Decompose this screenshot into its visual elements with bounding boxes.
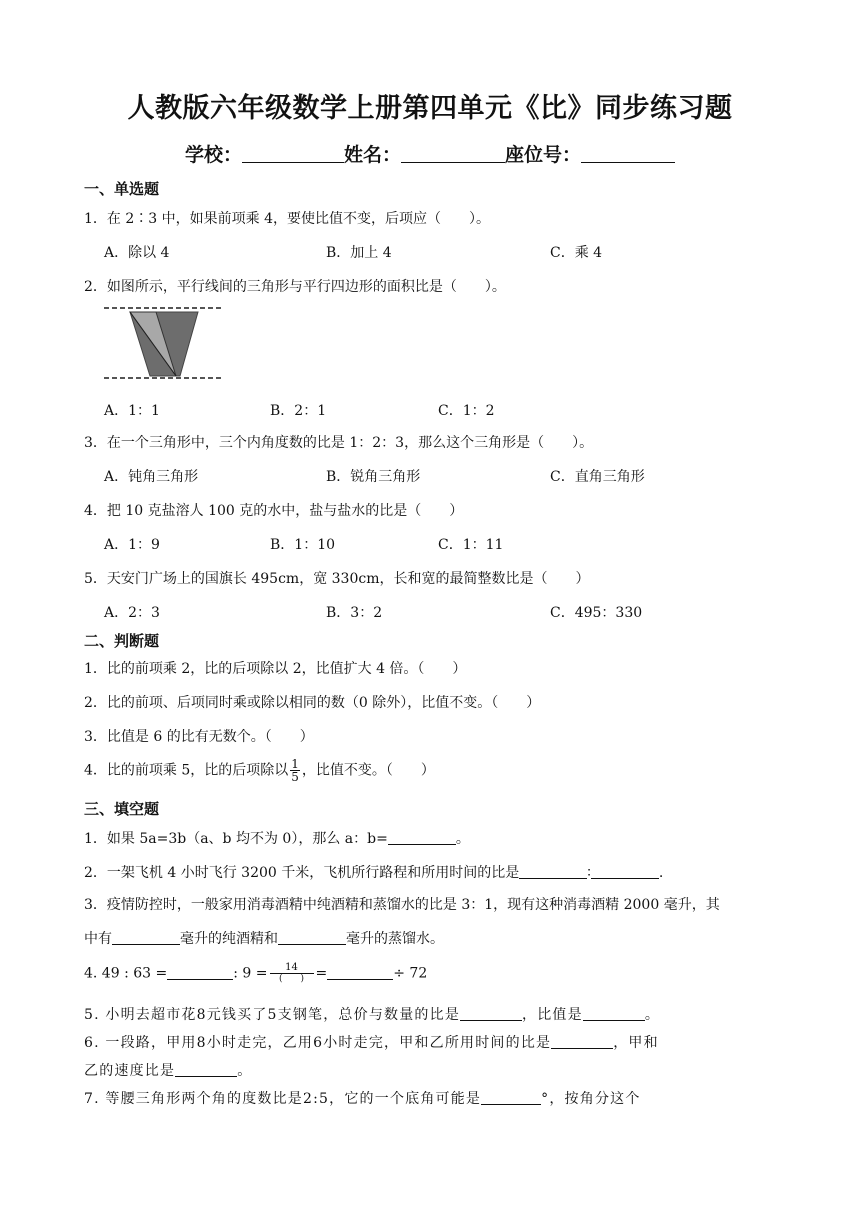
fill-question-1 [84, 828, 470, 848]
answer-blank [112, 930, 180, 945]
fill-q6b-text: 乙的速度比是 [84, 1063, 176, 1079]
mc-q5-option-c: C．495：330 [550, 605, 643, 621]
mc-q1-option-b: B．加上 4 [326, 245, 392, 261]
fill-q4-mid2: = [315, 965, 328, 982]
ratio-colon: ∶ [587, 865, 591, 881]
name-label: 姓名： [343, 144, 401, 166]
fill-q5-text: 5. 小明去超市花8元钱买了5支钢笔，总价与数量的比是 [84, 1007, 461, 1023]
fill-question-4 [84, 962, 427, 985]
fill-q3-end: 毫升的蒸馏水。 [346, 931, 444, 947]
fill-question-3-line2 [84, 928, 444, 948]
seat-label: 座位号： [505, 144, 582, 166]
fill-question-6-line1 [84, 1032, 659, 1052]
fill-q4-text: 4. 49 : 63 = [84, 965, 168, 982]
fill-q4-mid1: : 9 = [233, 965, 268, 982]
fill-q2-end: . [658, 865, 664, 881]
fill-q3-text: 中有 [84, 931, 112, 947]
mc-question-4: 4．把 10 克盐溶人 100 克的水中，盐与盐水的比是（ ） [84, 503, 464, 519]
mc-q2-option-c: C．1：2 [438, 403, 495, 419]
fill-q3-mid: 毫升的纯酒精和 [180, 931, 278, 947]
tf-question-2: 2．比的前项、后项同时乘或除以相同的数（0 除外），比值不变。（ ） [84, 695, 541, 711]
fill-question-7 [84, 1088, 641, 1108]
fill-q6b-end: 。 [237, 1063, 253, 1079]
fill-q2-text: 2．一架飞机 4 小时飞行 3200 千米，飞机所行路程和所用时间的比是 [84, 865, 520, 881]
fill-q4-end: ÷ 72 [393, 965, 428, 982]
answer-blank [591, 864, 659, 879]
answer-blank [278, 930, 346, 945]
mc-q5-option-b: B．3：2 [326, 605, 383, 621]
fraction-14-over-blank [270, 962, 314, 985]
parallel-lines-figure [100, 306, 224, 382]
name-blank [401, 144, 505, 163]
answer-blank [583, 1006, 645, 1021]
mc-question-2: 2．如图所示，平行线间的三角形与平行四边形的面积比是（ ）。 [84, 279, 506, 295]
mc-question-3: 3．在一个三角形中，三个内角度数的比是 1：2：3，那么这个三角形是（ ）。 [84, 435, 594, 451]
mc-q4-option-a: A．1：9 [104, 537, 160, 553]
fraction-numerator: 14 [270, 962, 314, 974]
mc-q2-option-a: A．1：1 [104, 403, 160, 419]
fill-q5-end: 。 [644, 1007, 661, 1023]
page-title: 人教版六年级数学上册第四单元《比》同步练习题 [127, 93, 733, 124]
fill-q5-mid: ，比值是 [522, 1007, 583, 1023]
fill-question-2 [84, 862, 663, 882]
fill-q1-end: 。 [455, 831, 470, 847]
school-blank [242, 144, 344, 163]
answer-blank [388, 830, 456, 845]
fill-q6-end: ，甲和 [613, 1035, 659, 1051]
student-info-line [0, 140, 860, 167]
fill-q1-text: 1．如果 5a=3b（a、b 均不为 0），那么 a：b= [84, 831, 388, 847]
mc-q3-option-a: A．钝角三角形 [104, 469, 199, 485]
mc-question-1: 1．在 2∶3 中，如果前项乘 4，要使比值不变，后项应（ ）。 [84, 211, 490, 227]
answer-blank [460, 1006, 522, 1021]
answer-blank [519, 864, 587, 879]
fill-question-6-line2 [84, 1060, 252, 1080]
fill-question-3-line1: 3．疫情防控时，一般家用消毒酒精中纯酒精和蒸馏水的比是 3：1，现有这种消毒酒精 2000 毫升，其 [84, 897, 720, 913]
mc-q3-option-b: B．锐角三角形 [326, 469, 421, 485]
school-label: 学校： [184, 144, 242, 166]
mc-q5-option-a: A．2：3 [104, 605, 160, 621]
mc-question-5: 5．天安门广场上的国旗长 495cm，宽 330cm，长和宽的最简整数比是（ ） [84, 571, 590, 587]
tf-q4-text-start: 4．比的前项乘 5，比的后项除以 [84, 762, 289, 779]
tf-question-1: 1．比的前项乘 2，比的后项除以 2，比值扩大 4 倍。（ ） [84, 661, 467, 677]
tf-q4-text-end: ，比值不变。（ ） [301, 762, 435, 779]
tf-question-4 [84, 758, 435, 783]
fill-q7-end: °，按角分这个 [541, 1091, 641, 1107]
fraction-denominator: ( ) [278, 974, 305, 984]
section-heading-single-choice: 一、单选题 [84, 180, 160, 198]
mc-q1-option-c: C．乘 4 [550, 245, 603, 261]
section-heading-true-false: 二、判断题 [84, 632, 160, 650]
fraction-denominator: 5 [291, 770, 299, 784]
mc-q3-option-c: C．直角三角形 [550, 469, 645, 485]
tf-question-3: 3．比值是 6 的比有无数个。（ ） [84, 729, 314, 745]
mc-q4-option-b: B．1：10 [270, 537, 336, 553]
mc-q2-option-b: B．2：1 [270, 403, 327, 419]
mc-q1-option-a: A．除以 4 [104, 245, 170, 261]
fill-q7-text: 7. 等腰三角形两个角的度数比是2:5，它的一个底角可能是 [84, 1091, 482, 1107]
fraction-numerator: 1 [291, 757, 299, 771]
answer-blank [481, 1090, 541, 1105]
seat-blank [581, 144, 675, 163]
mc-q4-option-c: C．1：11 [438, 537, 504, 553]
fill-q6-text: 6. 一段路，甲用8小时走完，乙用6小时走完，甲和乙所用时间的比是 [84, 1035, 552, 1051]
answer-blank [551, 1034, 613, 1049]
answer-blank [327, 965, 393, 980]
answer-blank [175, 1062, 237, 1077]
answer-blank [167, 965, 233, 980]
fill-question-5 [84, 1004, 660, 1024]
section-heading-fill-in: 三、填空题 [84, 800, 160, 818]
one-fifth-fraction [290, 758, 300, 783]
